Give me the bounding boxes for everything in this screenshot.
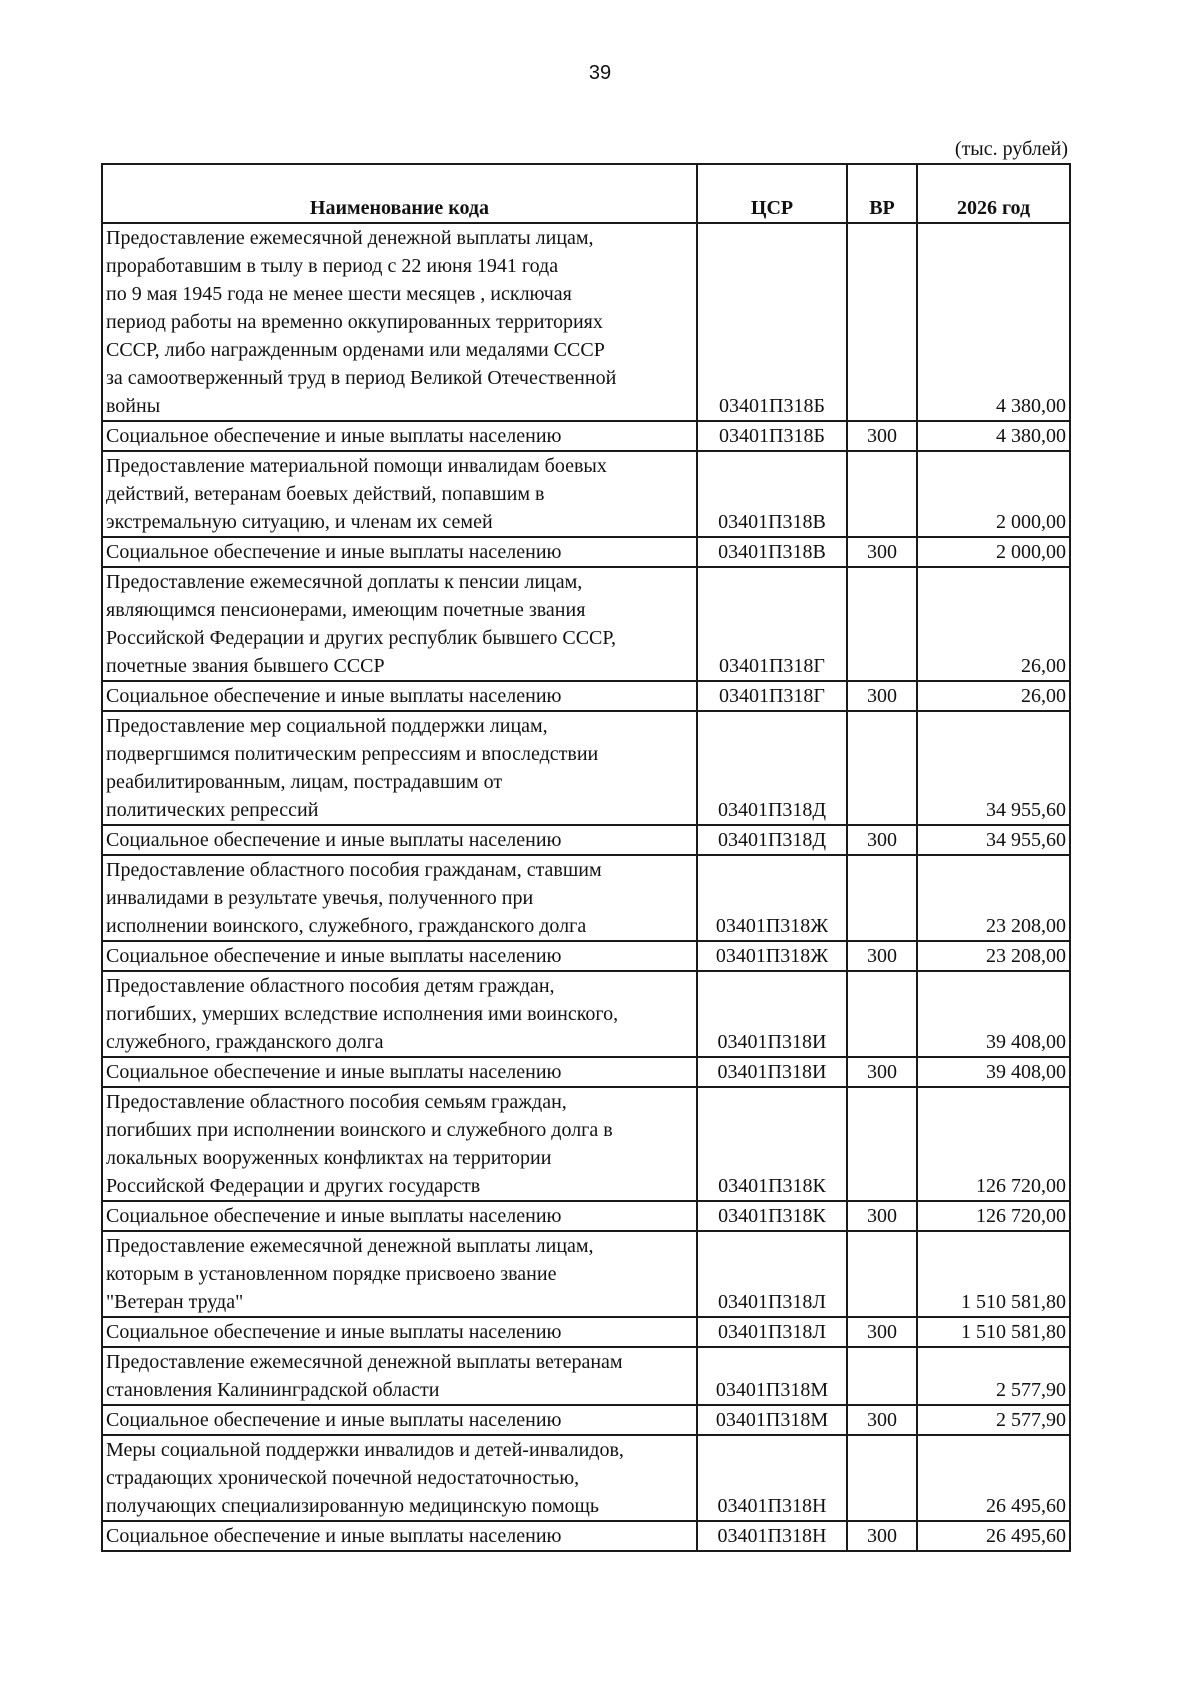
row-sum-cell: 1 510 581,80 <box>917 1231 1070 1317</box>
row-name-line: Предоставление ежемесячной доплаты к пенсии лицам, <box>106 571 583 593</box>
row-name-cell <box>102 223 697 421</box>
row-csr-cell: 03401П318Л <box>697 1231 847 1317</box>
table-row <box>102 1347 1070 1405</box>
row-sum-cell: 2 000,00 <box>917 537 1070 567</box>
table-row <box>102 681 1070 711</box>
row-name-line: Российской Федерации и других государств <box>106 1175 481 1197</box>
row-name-cell <box>102 941 697 971</box>
row-name-cell <box>102 451 697 537</box>
row-name-cell <box>102 825 697 855</box>
budget-table <box>101 163 1071 1552</box>
row-csr-cell: 03401П318Д <box>697 711 847 825</box>
row-name-line: проработавшим в тылу в период с 22 июня 1941 года <box>106 255 559 277</box>
row-vr-cell <box>847 711 917 825</box>
table-row <box>102 1231 1070 1317</box>
row-name-line: исполнении воинского, служебного, гражданского долга <box>106 915 587 937</box>
table-row <box>102 567 1070 681</box>
row-csr-cell: 03401П318К <box>697 1201 847 1231</box>
row-sum-cell: 23 208,00 <box>917 855 1070 941</box>
row-csr-cell: 03401П318Б <box>697 421 847 451</box>
row-name-line: Социальное обеспечение и иные выплаты населению <box>106 1409 562 1431</box>
row-name-line: политических репрессий <box>106 799 319 821</box>
row-name-line: служебного, гражданского долга <box>106 1031 384 1053</box>
row-name-cell <box>102 1231 697 1317</box>
table-row <box>102 1435 1070 1521</box>
row-name-line: Предоставление областного пособия семьям граждан, <box>106 1091 567 1113</box>
row-sum-cell: 34 955,60 <box>917 825 1070 855</box>
row-name-line: почетные звания бывшего СССР <box>106 655 385 677</box>
row-sum-cell: 26 495,60 <box>917 1435 1070 1521</box>
table-row <box>102 451 1070 537</box>
table-row <box>102 941 1070 971</box>
row-csr-cell: 03401П318В <box>697 451 847 537</box>
row-vr-cell: 300 <box>847 1317 917 1347</box>
row-name-line: погибших при исполнении воинского и служебного долга в <box>106 1119 613 1141</box>
row-vr-cell <box>847 971 917 1057</box>
row-name-line: период работы на временно оккупированных территориях <box>106 311 603 333</box>
row-vr-cell: 300 <box>847 421 917 451</box>
row-csr-cell: 03401П318М <box>697 1347 847 1405</box>
row-csr-cell: 03401П318Д <box>697 825 847 855</box>
row-name-line: Предоставление ежемесячной денежной выплаты лицам, <box>106 1235 594 1257</box>
table-row <box>102 223 1070 421</box>
page-number: 39 <box>588 62 612 84</box>
row-sum-cell: 23 208,00 <box>917 941 1070 971</box>
row-name-line: страдающих хронической почечной недостаточностью, <box>106 1467 580 1489</box>
row-sum-cell: 2 577,90 <box>917 1405 1070 1435</box>
row-csr-cell: 03401П318В <box>697 537 847 567</box>
row-name-cell <box>102 1087 697 1201</box>
row-csr-cell: 03401П318Г <box>697 681 847 711</box>
row-name-line: войны <box>106 395 161 417</box>
row-vr-cell <box>847 1231 917 1317</box>
row-name-line: погибших, умерших вследствие исполнения ими воинского, <box>106 1003 619 1025</box>
row-name-line: Предоставление материальной помощи инвалидам боевых <box>106 455 607 477</box>
table-row <box>102 711 1070 825</box>
row-csr-cell: 03401П318И <box>697 1057 847 1087</box>
row-name-line: Социальное обеспечение и иные выплаты населению <box>106 1061 562 1083</box>
row-name-cell <box>102 1057 697 1087</box>
header-name: Наименование кода <box>102 164 697 223</box>
row-name-cell <box>102 567 697 681</box>
row-vr-cell: 300 <box>847 1057 917 1087</box>
table-row <box>102 1087 1070 1201</box>
row-name-line: становления Калининградской области <box>106 1379 440 1401</box>
table-row <box>102 1317 1070 1347</box>
row-name-cell <box>102 1435 697 1521</box>
row-name-line: инвалидами в результате увечья, полученного при <box>106 887 534 909</box>
row-csr-cell: 03401П318Ж <box>697 941 847 971</box>
row-name-line: "Ветеран труда" <box>106 1291 244 1313</box>
row-csr-cell: 03401П318Н <box>697 1521 847 1551</box>
row-name-line: Российской Федерации и других республик бывшего СССР, <box>106 627 616 649</box>
table-body <box>102 223 1070 1551</box>
row-csr-cell: 03401П318И <box>697 971 847 1057</box>
row-name-cell <box>102 1201 697 1231</box>
table-header <box>102 164 1070 223</box>
table-row <box>102 537 1070 567</box>
row-name-line: Предоставление ежемесячной денежной выплаты ветеранам <box>106 1351 623 1373</box>
row-vr-cell <box>847 451 917 537</box>
row-vr-cell: 300 <box>847 1201 917 1231</box>
row-name-line: являющимся пенсионерами, имеющим почетные звания <box>106 599 586 621</box>
row-name-line: действий, ветеранам боевых действий, попавшим в <box>106 483 545 505</box>
row-sum-cell: 2 577,90 <box>917 1347 1070 1405</box>
table-row <box>102 855 1070 941</box>
row-name-line: Социальное обеспечение и иные выплаты населению <box>106 425 562 447</box>
row-vr-cell: 300 <box>847 537 917 567</box>
row-vr-cell: 300 <box>847 941 917 971</box>
row-name-cell <box>102 1347 697 1405</box>
row-sum-cell: 2 000,00 <box>917 451 1070 537</box>
row-vr-cell: 300 <box>847 1521 917 1551</box>
row-csr-cell: 03401П318Б <box>697 223 847 421</box>
row-sum-cell: 126 720,00 <box>917 1201 1070 1231</box>
row-vr-cell <box>847 855 917 941</box>
row-name-line: СССР, либо награжденным орденами или медалями СССР <box>106 339 605 361</box>
header-csr: ЦСР <box>697 164 847 223</box>
row-vr-cell: 300 <box>847 681 917 711</box>
row-name-line: которым в установленном порядке присвоено звание <box>106 1263 557 1285</box>
row-name-cell <box>102 711 697 825</box>
row-sum-cell: 126 720,00 <box>917 1087 1070 1201</box>
row-name-line: Предоставление областного пособия гражданам, ставшим <box>106 859 602 881</box>
row-name-line: Социальное обеспечение и иные выплаты населению <box>106 1525 562 1547</box>
row-name-line: Социальное обеспечение и иные выплаты населению <box>106 945 562 967</box>
row-name-line: Предоставление областного пособия детям граждан, <box>106 975 555 997</box>
row-name-line: Меры социальной поддержки инвалидов и детей-инвалидов, <box>106 1439 624 1461</box>
row-name-line: подвергшимся политическим репрессиям и впоследствии <box>106 743 599 765</box>
row-name-line: за самоотверженный труд в период Великой Отечественной <box>106 367 617 389</box>
row-vr-cell: 300 <box>847 1405 917 1435</box>
header-vr: ВР <box>847 164 917 223</box>
table-row <box>102 971 1070 1057</box>
row-name-line: Социальное обеспечение и иные выплаты населению <box>106 1205 562 1227</box>
row-csr-cell: 03401П318К <box>697 1087 847 1201</box>
row-csr-cell: 03401П318Ж <box>697 855 847 941</box>
row-sum-cell: 26,00 <box>917 681 1070 711</box>
row-name-line: локальных вооруженных конфликтах на территории <box>106 1147 552 1169</box>
row-name-line: Социальное обеспечение и иные выплаты населению <box>106 685 562 707</box>
row-vr-cell: 300 <box>847 825 917 855</box>
table-row <box>102 1405 1070 1435</box>
row-name-line: Предоставление мер социальной поддержки лицам, <box>106 715 548 737</box>
row-name-line: по 9 мая 1945 года не менее шести месяцев , исключая <box>106 283 572 305</box>
row-name-line: Социальное обеспечение и иные выплаты населению <box>106 541 562 563</box>
row-csr-cell: 03401П318Л <box>697 1317 847 1347</box>
row-sum-cell: 4 380,00 <box>917 421 1070 451</box>
row-name-cell <box>102 537 697 567</box>
row-csr-cell: 03401П318Г <box>697 567 847 681</box>
table-row <box>102 1201 1070 1231</box>
row-name-cell <box>102 1317 697 1347</box>
row-name-line: Социальное обеспечение и иные выплаты населению <box>106 1321 562 1343</box>
row-name-line: реабилитированным, лицам, пострадавшим от <box>106 771 503 793</box>
row-name-line: экстремальную ситуацию, и членам их семей <box>106 511 493 533</box>
row-name-line: получающих специализированную медицинскую помощь <box>106 1495 600 1517</box>
row-name-cell <box>102 421 697 451</box>
row-sum-cell: 34 955,60 <box>917 711 1070 825</box>
row-name-cell <box>102 1521 697 1551</box>
row-csr-cell: 03401П318М <box>697 1405 847 1435</box>
table-row <box>102 421 1070 451</box>
row-sum-cell: 39 408,00 <box>917 1057 1070 1087</box>
table-row <box>102 1521 1070 1551</box>
row-vr-cell <box>847 223 917 421</box>
row-vr-cell <box>847 1087 917 1201</box>
row-vr-cell <box>847 1347 917 1405</box>
row-sum-cell: 26 495,60 <box>917 1521 1070 1551</box>
row-sum-cell: 1 510 581,80 <box>917 1317 1070 1347</box>
row-name-line: Социальное обеспечение и иные выплаты населению <box>106 829 562 851</box>
row-name-cell <box>102 971 697 1057</box>
units-label: (тыс. рублей) <box>954 138 1068 160</box>
header-row <box>102 164 1070 223</box>
row-sum-cell: 39 408,00 <box>917 971 1070 1057</box>
row-vr-cell <box>847 1435 917 1521</box>
row-vr-cell <box>847 567 917 681</box>
row-sum-cell: 4 380,00 <box>917 223 1070 421</box>
table-row <box>102 825 1070 855</box>
row-name-line: Предоставление ежемесячной денежной выплаты лицам, <box>106 227 594 249</box>
row-csr-cell: 03401П318Н <box>697 1435 847 1521</box>
header-sum: 2026 год <box>917 164 1070 223</box>
row-name-cell <box>102 681 697 711</box>
row-name-cell <box>102 855 697 941</box>
table-row <box>102 1057 1070 1087</box>
row-name-cell <box>102 1405 697 1435</box>
row-sum-cell: 26,00 <box>917 567 1070 681</box>
